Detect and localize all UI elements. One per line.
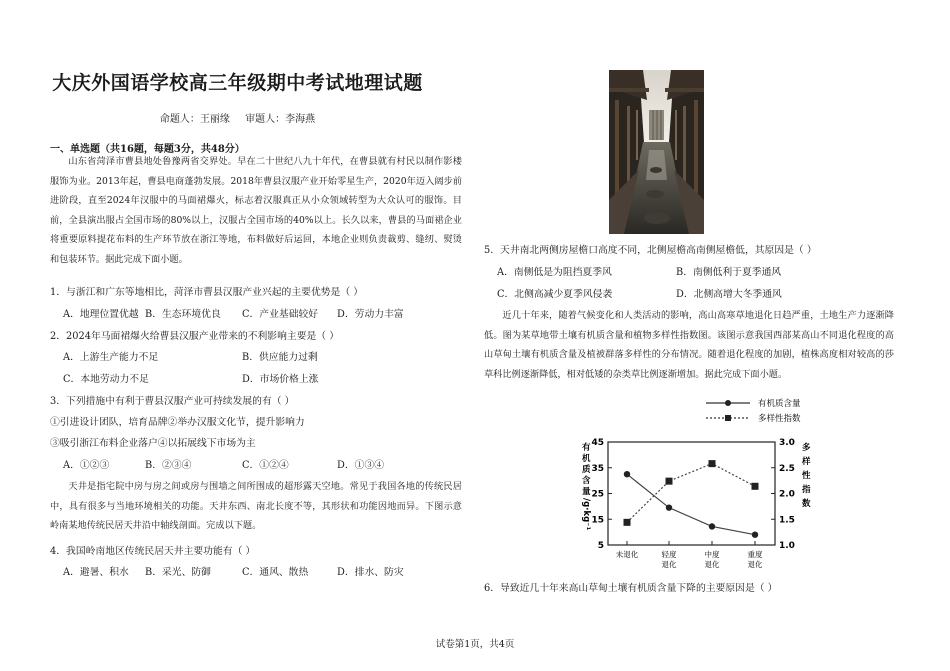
q5-option-a: A．南侧低是为阻挡夏季风: [497, 267, 612, 278]
q1-option-d: D．劳动力丰富: [337, 309, 404, 320]
q3-stem: 3．下列措施中有利于曹县汉服产业可持续发展的有（ ）: [50, 396, 295, 407]
organic-matter-point: [666, 504, 672, 510]
section-heading: 一、单选题（共16题，每题3分，共48分）: [50, 144, 245, 155]
q2-option-c: C．本地劳动力不足: [63, 374, 149, 385]
passage-1: 山东省菏泽市曹县地处鲁豫两省交界处。早在二十世纪八九十年代，在曹县就有村民以制作影楼服饰为业。2013年起，曹县电商蓬勃发展。2018年曹县汉服产业开始零星生产，2020年迈入阔步前进阶段，直至2024年汉服中的马面裙爆火，标志着汉服真正从小众领域转型为大众认可的服饰。目前，全县演出服占全国市场的80%以上，汉服占全国市场的40%以上。长久以来，曹县的马面裙企业将重要原料提花布料的生产环节放在浙江等地，布料做好后运回，本地企业则负责裁剪、缝纫、熨烫和包装环节。据此完成下面小题。: [50, 156, 462, 265]
svg-text:多: 多: [802, 443, 811, 453]
q3-option-b: B．②③④: [145, 460, 192, 471]
plot-frame: [608, 442, 775, 545]
legend-diversity-index: 多样性指数: [758, 414, 801, 424]
x-category-label: 重度: [747, 550, 763, 559]
x-category-label: 未退化: [615, 550, 639, 559]
diversity-index-point: [709, 460, 716, 467]
series-organic-matter-line: [627, 474, 755, 535]
svg-text:样: 样: [802, 457, 811, 467]
chart-legend: [706, 398, 801, 424]
left-axis-unit: /g·kg⁻¹: [581, 498, 591, 531]
q3-option-c: C．①②④: [242, 460, 289, 471]
svg-text:有: 有: [582, 443, 591, 453]
q3-option-a: A．①②③: [63, 460, 110, 471]
right-tick-label: 1.0: [779, 541, 795, 551]
legend-organic-matter: 有机质含量: [758, 399, 801, 409]
diversity-index-point: [752, 483, 759, 490]
q1-option-a: A．地理位置优越: [63, 309, 139, 320]
q2-stem: 2．2024年马面裙爆火给曹县汉服产业带来的不利影响主要是（ ）: [50, 331, 339, 342]
left-tick-label: 15: [591, 515, 604, 526]
q2-option-d: D．市场价格上涨: [242, 374, 319, 385]
x-category-label: 退化: [661, 560, 677, 569]
q4-stem: 4．我国岭南地区传统民居天井主要功能有（ ）: [50, 546, 256, 557]
q6-stem: 6．导致近几十年来高山草甸土壤有机质含量下降的主要原因是（ ）: [484, 583, 778, 594]
q5-option-b: B．南侧低利于夏季通风: [676, 267, 782, 278]
right-tick-label: 1.5: [779, 515, 795, 526]
svg-text:含: 含: [582, 476, 591, 486]
svg-text:量: 量: [582, 487, 591, 497]
q3-option-d: D．①③④: [337, 460, 385, 471]
exam-title: 大庆外国语学校高三年级期中考试地理试题: [52, 72, 423, 94]
courtyard-photo: [609, 70, 704, 234]
passage-2: 天井是指宅院中房与房之间或房与围墙之间所围成的超形露天空地。常见于我国各地的传统民居中，具有很多与当地环境相关的功能。天井东西、南北长度不等，其形状和功能因地而异。下图示意岭南某地传统民居天井沿中轴线剖面。完成以下题。: [50, 481, 462, 531]
reviewer-name: 审题人：李海燕: [245, 114, 316, 125]
x-category-label: 中度: [704, 550, 720, 559]
svg-text:质: 质: [582, 465, 591, 475]
right-tick-label: 2.5: [779, 463, 795, 474]
series-diversity-index-line: [627, 464, 755, 523]
q4-option-a: A．避暑、积水: [63, 567, 129, 578]
q3-item-line-2: ③吸引浙江布料企业落户④以拓展线下市场为主: [50, 438, 256, 449]
passage-3: 近几十年来，随着气候变化和人类活动的影响，高山高寒草地退化日趋严重，土地生产力逐渐降低。图为某草地带土壤有机质含量和植物多样性指数图。该图示意我国西部某高山不同退化程度的高山草甸土壤有机质含量及植被群落多样性的分布情况。随着退化程度的加剧，植株高度相对较高的莎草科比例逐渐降低，相对低矮的杂类草比例逐渐增加。据此完成下面小题。: [484, 310, 894, 380]
right-tick-label: 3.0: [779, 438, 795, 448]
svg-text:指: 指: [802, 485, 811, 495]
legend-marker-square: [725, 415, 731, 421]
left-tick-label: 5: [597, 541, 604, 551]
left-axis-label: [581, 442, 591, 531]
diversity-index-point: [666, 478, 673, 485]
q5-stem: 5．天井南北两侧房屋檐口高度不同，北侧屋檐高南侧屋檐低，其原因是（ ）: [484, 245, 817, 256]
x-category-label: 退化: [747, 560, 763, 569]
left-tick-label: 45: [591, 438, 604, 448]
left-tick-label: 35: [591, 463, 604, 474]
q1-stem: 1．与浙江和广东等地相比，菏泽市曹县汉服产业兴起的主要优势是（ ）: [50, 287, 364, 298]
organic-matter-point: [624, 471, 630, 477]
x-category-label: 退化: [704, 560, 720, 569]
svg-text:性: 性: [802, 471, 811, 481]
right-tick-label: 2.0: [779, 489, 795, 500]
svg-text:数: 数: [802, 499, 811, 509]
q4-option-b: B．采光、防御: [145, 567, 211, 578]
organic-matter-point: [752, 532, 758, 538]
x-category-label: 轻度: [661, 550, 677, 559]
q2-option-b: B．供应能力过剩: [242, 352, 318, 363]
q2-option-a: A．上游生产能力不足: [63, 352, 159, 363]
q4-option-c: C．通风、散热: [242, 567, 309, 578]
q1-option-b: B．生态环境优良: [145, 309, 221, 320]
svg-text:机: 机: [582, 454, 591, 464]
q4-option-d: D．排水、防灾: [337, 567, 404, 578]
setter-name: 命题人：王丽缘: [159, 114, 230, 125]
diversity-index-point: [624, 519, 631, 526]
soil-diversity-chart: [575, 390, 815, 575]
organic-matter-point: [709, 523, 715, 529]
right-axis-label: [801, 442, 811, 509]
q3-item-line-1: ①引进设计团队，培育品牌②举办汉服文化节，提升影响力: [50, 417, 305, 428]
legend-marker-circle: [725, 400, 731, 406]
page-footer: 试卷第1页，共4页: [435, 639, 515, 650]
q5-option-d: D．北侧高增大冬季通风: [676, 289, 782, 300]
authors-line: [0, 110, 475, 125]
q5-option-c: C．北侧高减少夏季风侵袭: [497, 289, 613, 300]
left-tick-label: 25: [591, 489, 604, 500]
chart-svg: [575, 390, 815, 575]
q1-option-c: C．产业基础较好: [242, 309, 319, 320]
